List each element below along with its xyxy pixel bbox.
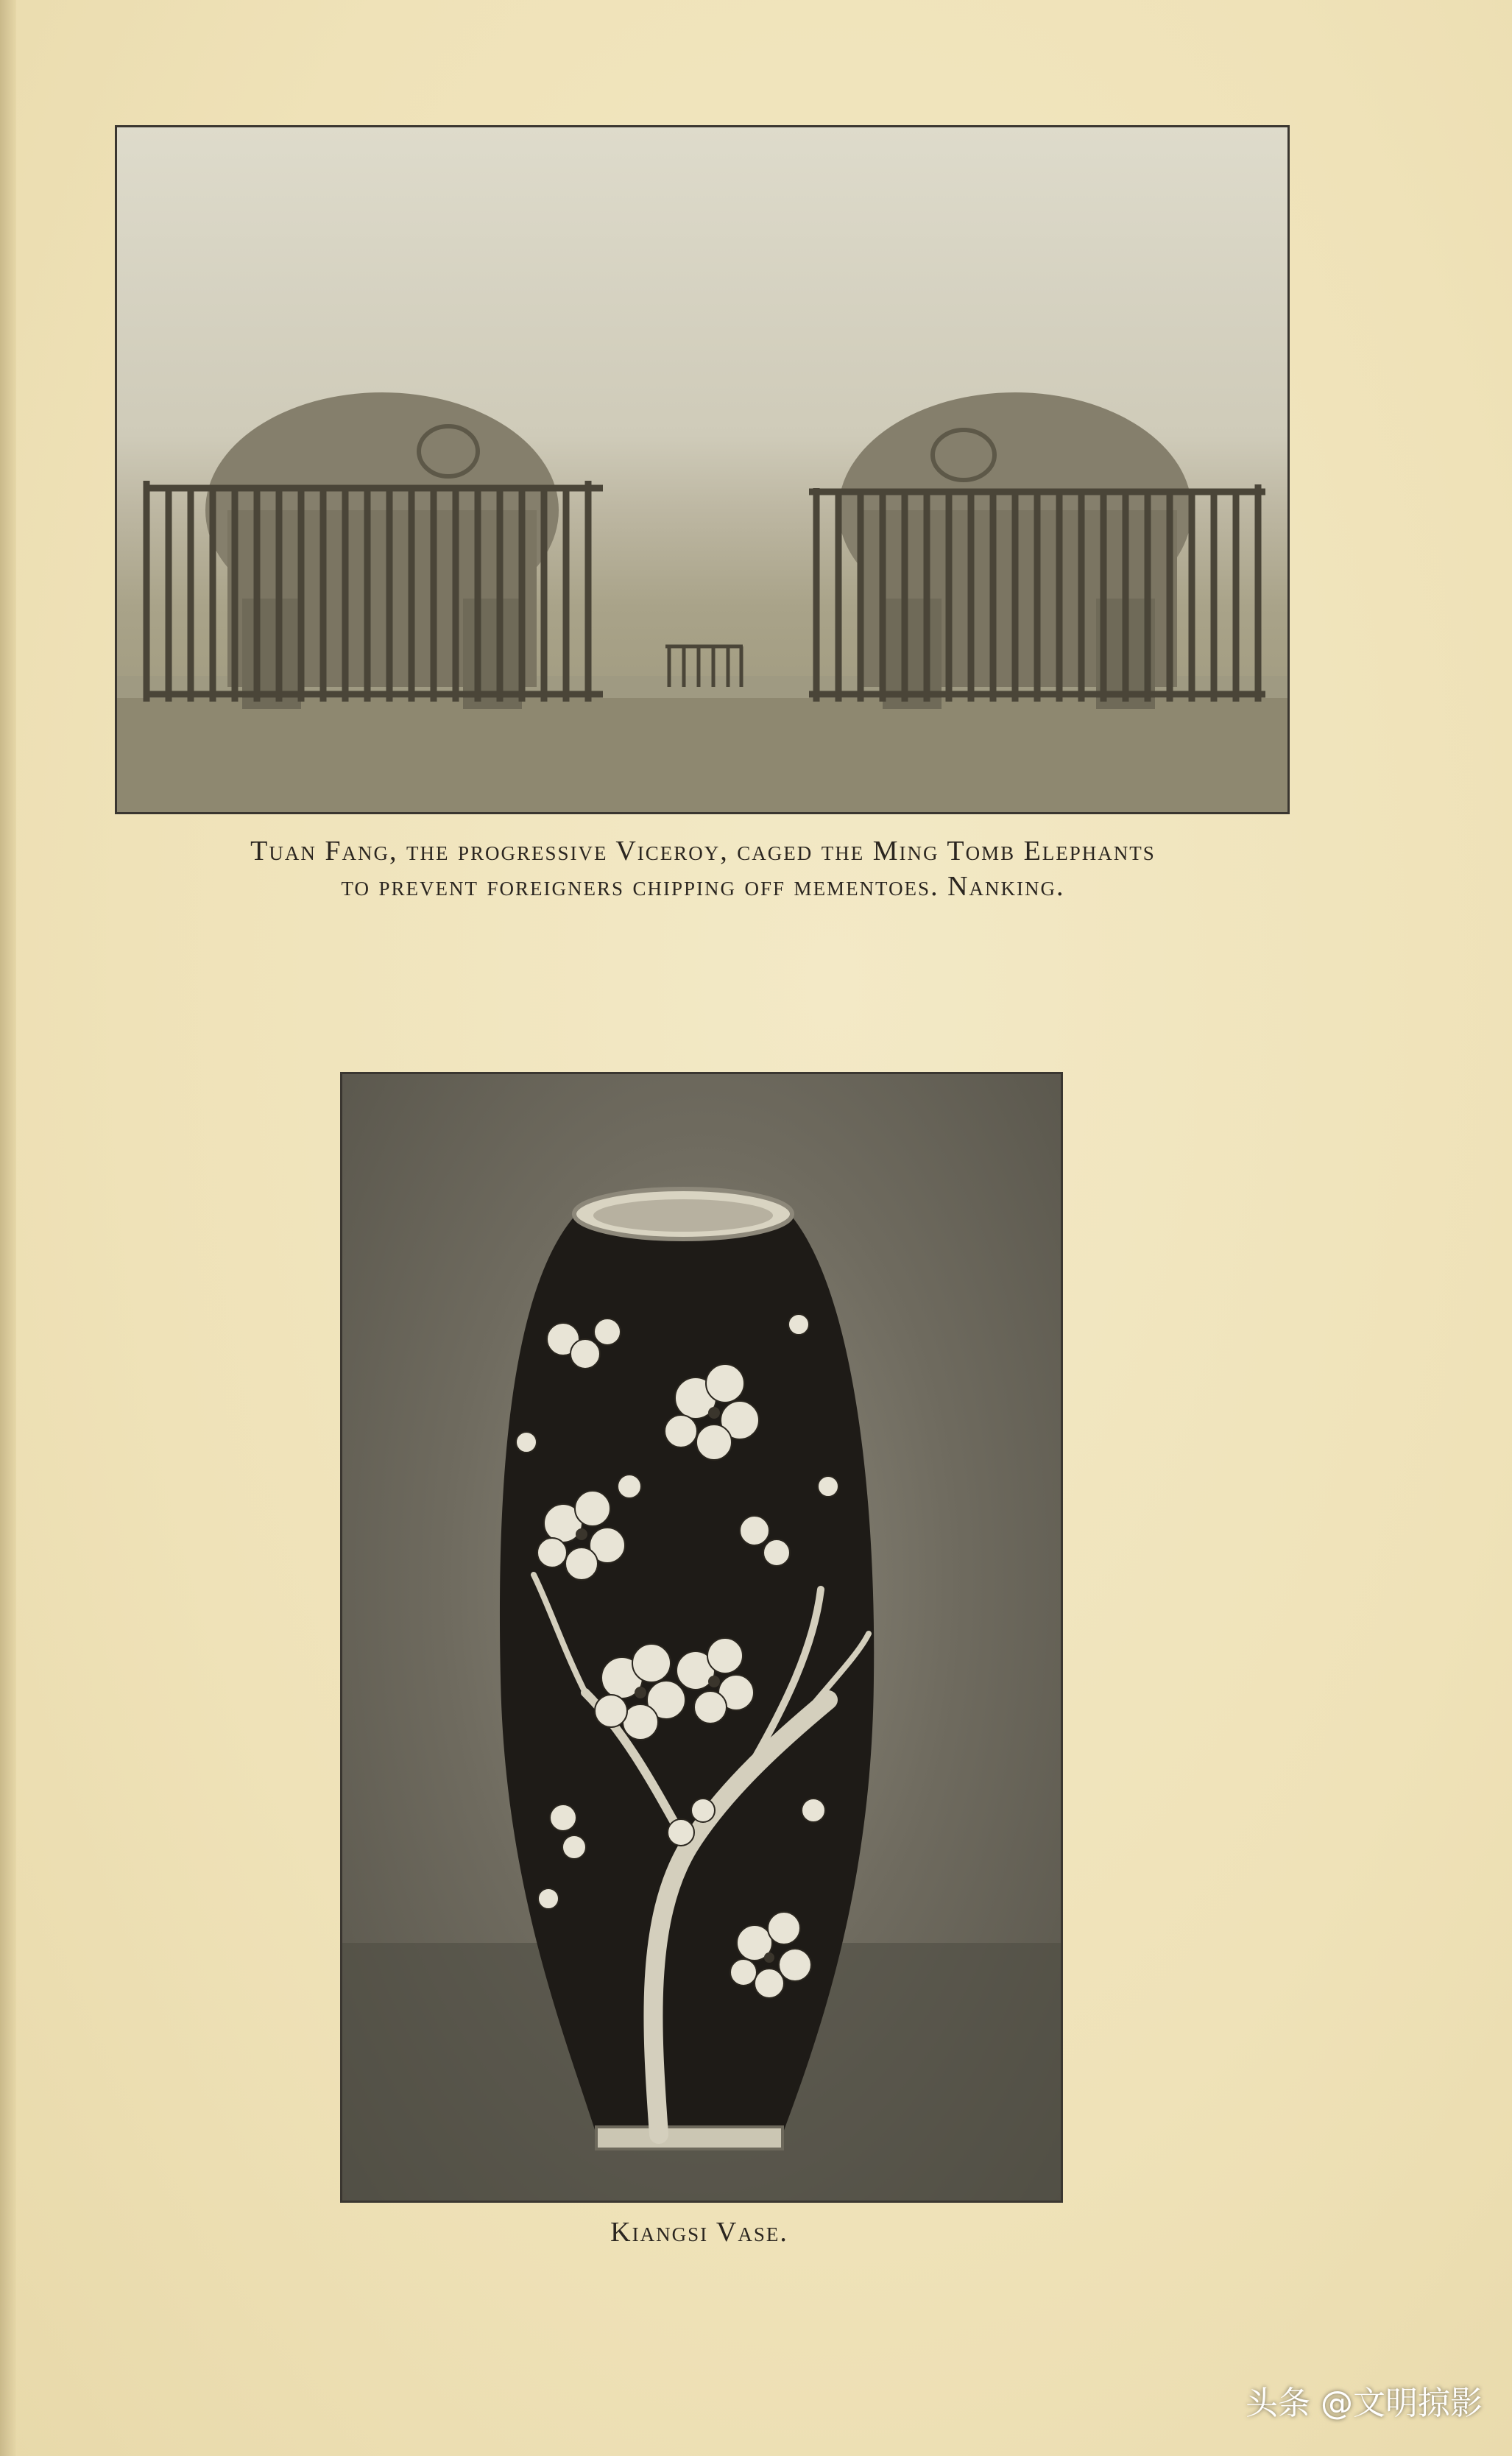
ground	[117, 694, 1287, 812]
vase-foot	[596, 2127, 783, 2149]
elephants-illustration	[117, 127, 1287, 812]
elephants-photograph	[115, 125, 1290, 814]
elephants-caption-line-1: Tuan Fang, the progressive Viceroy, caged the Ming Tomb Elephants	[250, 836, 1156, 867]
page-spine-edge	[0, 0, 16, 2456]
elephants-caption-line-2: to prevent foreigners chipping off mementoes. Nanking.	[341, 871, 1065, 902]
vase-caption: Kiangsi Vase.	[610, 2217, 788, 2248]
elephants-caption	[110, 833, 1296, 904]
vase-photograph	[340, 1072, 1063, 2203]
vase-illustration	[342, 1074, 1061, 2201]
watermark: 头条 @文明掠影	[1246, 2385, 1483, 2422]
